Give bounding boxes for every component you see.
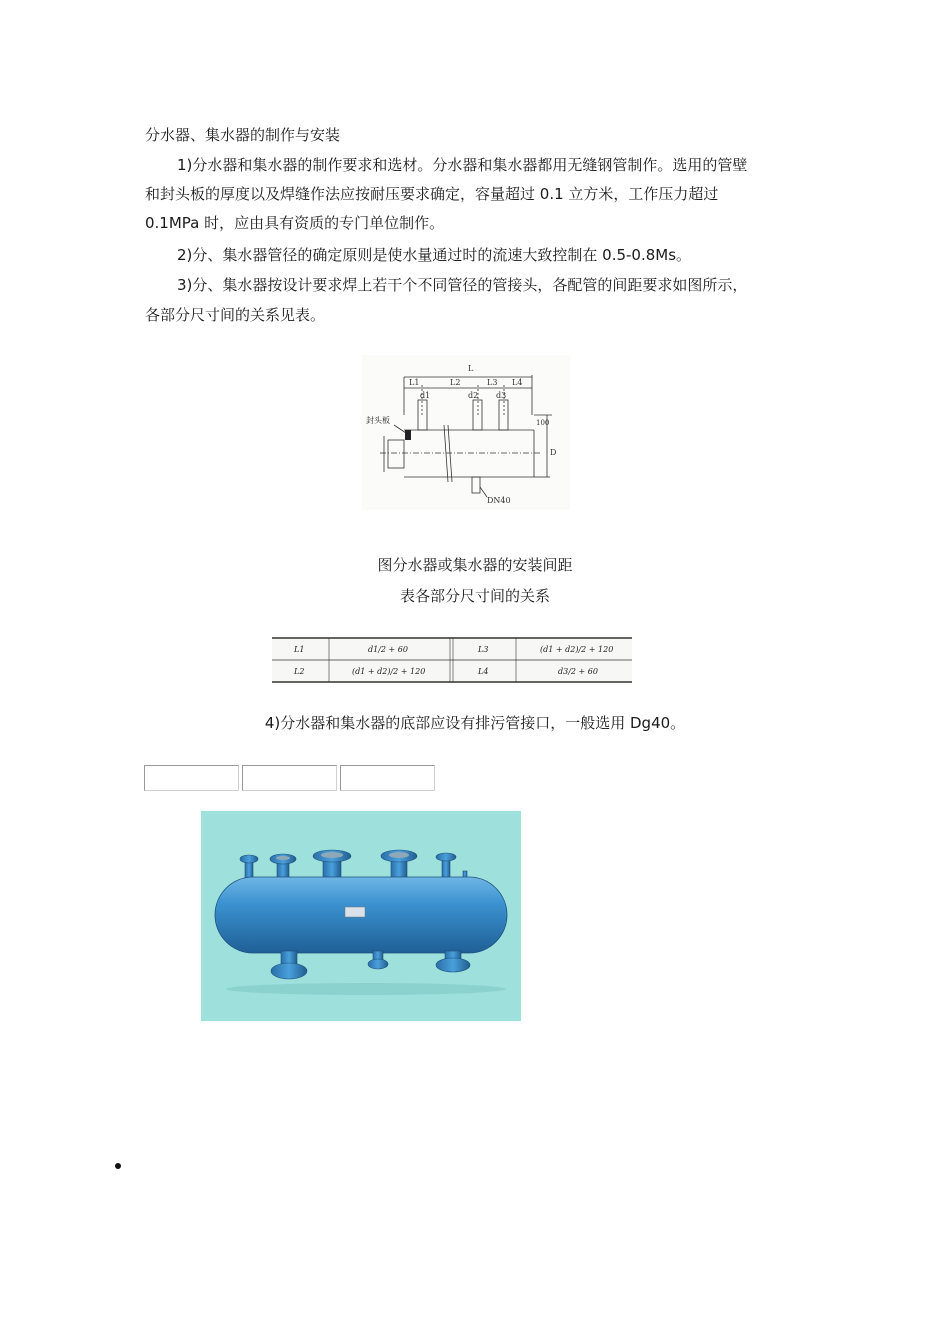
dimension-table-svg: [272, 637, 632, 683]
table-row2-key1: L2: [294, 667, 305, 676]
table-caption: 表各部分尺寸间的关系: [399, 587, 550, 605]
table-row2-key2: L4: [478, 667, 489, 676]
section-heading: 分水器、集水器的制作与安装: [145, 126, 341, 144]
label-L4: L4: [512, 378, 523, 387]
para3-line1: 3)分、集水器按设计要求焊上若干个不同管径的管接头，各配管的间距要求如图所示，: [177, 276, 748, 294]
list-bullet: [115, 1163, 121, 1169]
label-D: D: [550, 448, 557, 457]
table-row1-val2: (d1 + d2)/2 + 120: [540, 645, 614, 654]
empty-cell: [144, 765, 239, 791]
para1-line3: 0.1MPa 时，应由具有资质的专门单位制作。: [145, 214, 445, 232]
dimension-relation-table: [272, 637, 632, 683]
label-L1: L1: [409, 378, 420, 387]
manifold-photo-svg: [201, 811, 521, 1021]
label-DN40: DN40: [487, 496, 511, 505]
label-L2: L2: [450, 378, 461, 387]
para1-line2: 和封头板的厚度以及焊缝作法应按耐压要求确定，容量超过 0.1 立方米，工作压力超过: [145, 185, 719, 203]
end-plate-shape: [405, 430, 411, 440]
para2: 2)分、集水器管径的确定原则是使水量通过时的流速大致控制在 0.5-0.8Ms。: [177, 246, 692, 264]
label-d2: d2: [468, 391, 479, 400]
empty-cell: [340, 765, 435, 791]
manifold-spacing-drawing: [362, 355, 570, 510]
drawing-svg: [362, 355, 570, 510]
empty-cell: [242, 765, 337, 791]
para4: 4)分水器和集水器的底部应设有排污管接口，一般选用 Dg40。: [264, 714, 686, 732]
nameplate: [345, 907, 365, 917]
manifold-photo: [201, 811, 521, 1021]
table-row1-key2: L3: [478, 645, 489, 654]
label-L: L: [468, 364, 474, 373]
label-d3: d3: [496, 391, 507, 400]
table-row2-val1: (d1 + d2)/2 + 120: [352, 667, 426, 676]
label-end-plate: 封头板: [366, 416, 390, 425]
table-row1-val1: d1/2 + 60: [368, 645, 408, 654]
para3-line2: 各部分尺寸间的关系见表。: [145, 306, 326, 324]
table-row1-key1: L1: [294, 645, 305, 654]
label-L3: L3: [487, 378, 498, 387]
label-100: 100: [536, 419, 550, 427]
figure-caption: 图分水器或集水器的安装间距: [377, 556, 573, 574]
para1-line1: 1)分水器和集水器的制作要求和选材。分水器和集水器都用无缝钢管制作。选用的管壁: [177, 156, 748, 174]
label-d1: d1: [420, 391, 431, 400]
table-row2-val2: d3/2 + 60: [558, 667, 598, 676]
